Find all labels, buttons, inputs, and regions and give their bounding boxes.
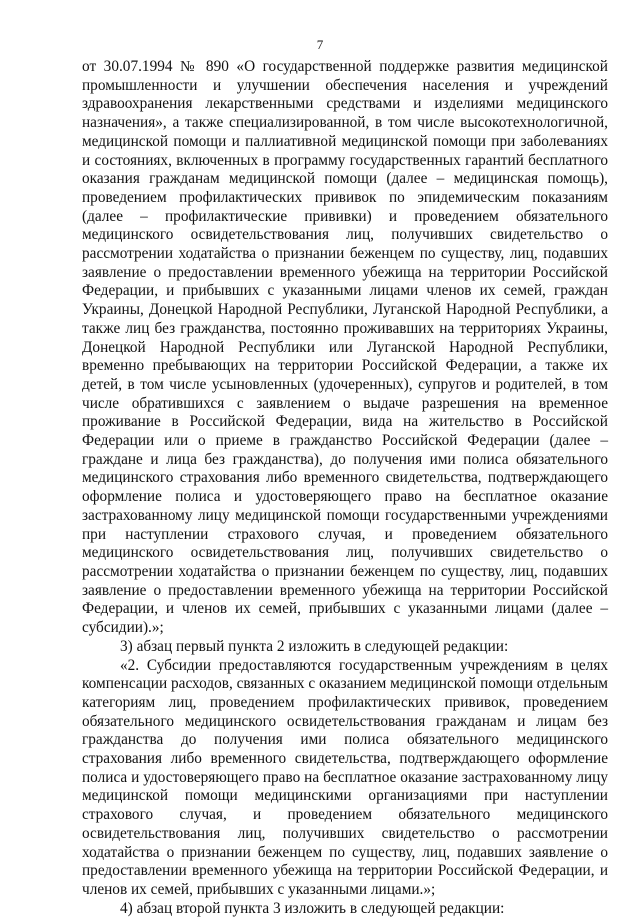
paragraph-item-4: 4) абзац второй пункта 3 изложить в следующей редакции: — [120, 899, 505, 917]
page-number: 7 — [316, 37, 324, 52]
paragraph-item-3: 3) абзац первый пункта 2 изложить в следующей редакции: — [120, 637, 509, 655]
document-body — [82, 58, 608, 918]
paragraph-subsidy-definition: «2. Субсидии предоставляются государственным учреждениям в целях компенсации расходов, связанных с оказанием медицинской помощи отдельным категориям лиц, проведением профилактических прививок, проведением обязательного медицинского освидетельствования гражданам и лицам без гражданства до получения ими полиса обязательного медицинского страхования либо временного свидетельства, подтверждающего оформление полиса и удостоверяющего право на бесплатное оказание застрахованному лицу медицинской помощи медицинскими организациями при наступлении страхового случая, и проведением обязательного медицинского освидетельствования лиц, получивших свидетельство о рассмотрении ходатайства о признании беженцем по существу, лиц, подавших заявление о предоставлении временного убежища на территории Российской Федерации, и членов их семей, прибывших с указанными лицами.»; — [82, 656, 608, 898]
paragraph-continuation: от 30.07.1994 № 890 «О государственной поддержке развития медицинской промышленности и улучшении обеспечения населения и учреждений здравоохранения лекарственными средствами и изделиями медицинского назначения», а также специализированной, в том числе высокотехнологичной, медицинской помощи и паллиативной медицинской помощи при заболеваниях и состояниях, включенных в программу государственных гарантий бесплатного оказания гражданам медицинской помощи (далее – медицинская помощь), проведением профилактических прививок по эпидемическим показаниям (далее – профилактические прививки) и проведением обязательного медицинского освидетельствования лиц, получивших свидетельство о рассмотрении ходатайства о признании беженцем по существу, лиц, подавших заявление о предоставлении временного убежища на территории Российской Федерации, и прибывших с указанными лицами членов их семей, граждан Украины, Донецкой Народной Республики, Луганской Народной Республики, а также лиц без гражданства, постоянно проживавших на территориях Украины, Донецкой Народной Республики или Луганской Народной Республики, временно пребывающих на территории Российской Федерации, а также их детей, в том числе усыновленных (удочеренных), супругов и родителей, в том числе обратившихся с заявлением о выдаче разрешения на временное проживание в Российской Федерации, вида на жительство в Российской Федерации или о приеме в гражданство Российской Федерации (далее – граждане и лица без гражданства), до получения ими полиса обязательного медицинского страхования либо временного свидетельства, подтверждающего оформление полиса и удостоверяющего право на бесплатное оказание застрахованному лицу медицинской помощи государственными учреждениями при наступлении страхового случая, и проведением обязательного медицинского освидетельствования лиц, получивших свидетельство о рассмотрении ходатайства о признании беженцем по существу, лиц, подавших заявление о предоставлении временного убежища на территории Российской Федерации, и членов их семей, прибывших с указанными лицами (далее – субсидии).»; — [82, 58, 608, 637]
